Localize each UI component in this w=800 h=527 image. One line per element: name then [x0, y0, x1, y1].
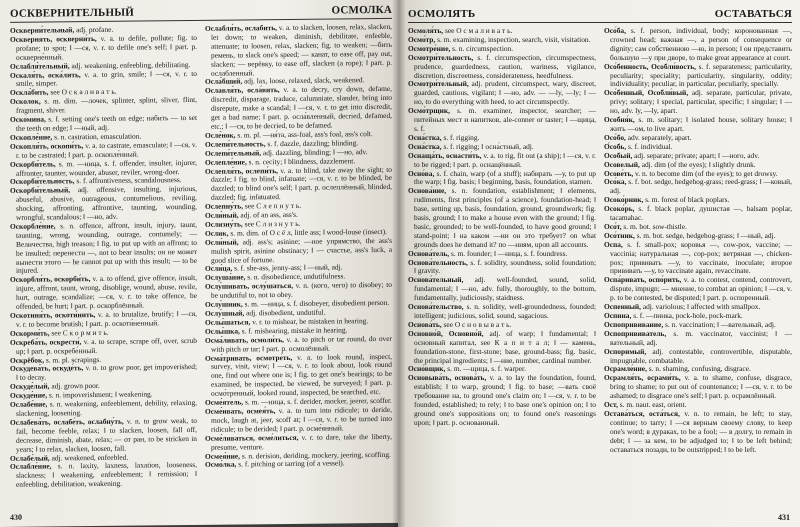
entry-headword: Осли́ца, [205, 264, 233, 274]
entry-definition: s. f. chain, warp (of a stuff); набирать —у, to put up the warp; ‖ fig. basis; ‖ beginning, basis, foundation, stamen. [414, 168, 596, 187]
left-header-left-word: ОСКВЕРНИТЕЛЬНЫЙ [10, 6, 135, 20]
entry-headword: Осо́ба, [604, 26, 626, 35]
entry-definition: adj. profane. [74, 24, 114, 35]
entry-definition: s. f. individual. [626, 141, 673, 151]
entry-definition: see О с к а л и в а т ь. [48, 87, 117, 97]
entry-definition: s. m. —ница, s. f. offender, insulter, injurer, affronter, taunter, wounder, abuser, reviler, wrong-doer. [16, 157, 197, 178]
left-page-header [10, 4, 392, 23]
entry-definition: see С л е п н у т ь. [243, 200, 302, 211]
entry-definition: v. a. to defile, pollute; fig. to profane; to spot; ‖ —ся, v. r. to defile one's self; ‖ part. p. оскверне́нный. [16, 32, 197, 62]
entry-definition: s. f. dazzle, dazzling; blinding. [265, 138, 359, 149]
entry-definition: s. n. disobedience, undutifulness. [245, 271, 346, 282]
entry-headword: Оскорми́ть, [10, 328, 50, 338]
entry-definition: s. f. mishearing, mistake in hearing. [239, 325, 348, 336]
entry-headword: Ослепля́ть, ослепи́ть, [205, 165, 278, 176]
dictionary-entry [604, 241, 792, 277]
entry-definition: s. f. bot. sedge, hedgehog-grass; reed-grass; ‖ —ковый, adj. [610, 177, 792, 196]
entry-definition: see С л и з н у т ь. [242, 218, 301, 229]
entry-definition: v. n. to remain, be left; to stay, continue; to tarry; ‖ —ся верным своему слову, to keep one's word; в дураках, to be a fool; — в долгу, to remain in debt; ‖ — за кем, to be adjudged to; ‖ to be left behind; оставаться позади, to be outstripped; ‖ to be left. [610, 408, 792, 454]
entry-headword: Оспоримый, [604, 346, 647, 356]
entry-definition: s. n. castration, emasculation. [52, 131, 142, 142]
entry-headword: Оскла́бить, [10, 87, 49, 98]
entry-headword: Оспа́ривать, оспо́рить, [604, 275, 682, 285]
entry-headword: Основа́тельство, [408, 302, 464, 312]
dictionary-entry [205, 85, 392, 131]
entry-definition: s. m. pl. scrapings. [44, 354, 102, 365]
entry-definition: v. r. to dare, take the liberty, presume, venture. [211, 431, 392, 452]
entry-definition: adj. separate; private; apart; ‖ —ного, adv. [632, 150, 760, 160]
dictionary-entry [10, 363, 197, 383]
dictionary-entry [408, 330, 596, 366]
entry-headword: Осмотри́тельный, [408, 79, 469, 89]
right-header-left-word: ОСМОЛЯТЬ [408, 8, 476, 20]
dictionary-entry [604, 410, 792, 455]
entry-definition: v. n. to grow poor, get impoverished; ‖ to decay. [16, 362, 197, 383]
entry-headword: Осме́ливаться, осме́литься, [205, 432, 299, 443]
entry-definition: s. m. vaccinator, vaccinist; ‖ —вательный, adj. [610, 328, 792, 347]
right-header-right-word: ОСТАВАТЬСЯ [714, 8, 792, 20]
dictionary-entry [408, 276, 596, 303]
right-page-column-1 [408, 27, 596, 455]
entry-definition: s. f. —пинка, pock-hole, pock-mark. [631, 311, 743, 320]
entry-definition: s. n. solidity, well-groundedness, founded; intelligent; judicious, solid, sound, sagacious. [414, 302, 596, 320]
entry-definition: s. f. person, individual, body; коронованная —, crowned head; важная —, a person of consequence or dignity; сам собственною —ю, in person; ‖ он представить большую —у при дворе, to make great appearance at court. [610, 26, 792, 62]
entry-definition: v. a. to slacken, loosen, relax, slacken, let down; to weaken, diminish, debilitate, enfeeble, attenuate; to loosen, relax, slacken; fig. to weaken; —бить ремень, to slack one's speed; — канат, to ease off, pay out, slacken; — верёвку, to ease off, slacken (a rope); ‖ part. p. ослабленный. [211, 21, 393, 78]
entry-headword: Оскаля́ть, оска́лить, [10, 69, 81, 80]
entry-definition: v. a. to shame, confuse, disgrace, bring to shame; to put out of countenance; ‖ —ся, v. r. to be ashamed; to disgrace one's self; ‖ part. p. осрамлённый. [610, 373, 792, 401]
entry-headword: Осовелый, [604, 159, 640, 169]
entry-headword: Основа́ние, [408, 186, 447, 196]
entry-definition: adj. weakened, enfeebled. [49, 452, 129, 462]
entry-definition: s. n. foundation, establishment; ‖ elements, rudiments, first principles (of a science), foundation-head; ‖ base, setting up, basis, foundation, ground, groundwork; fig. basis, ground; ‖ to make a house even with the ground; ‖ fig. basic, grounded; to be well-founded, to have good ground; ‖ stand-point; ‖ на каком —ии он это требует? on what grounds does he demand it? по —ниям, upon all accounts. [414, 186, 596, 249]
dictionary-entry [604, 63, 792, 90]
entry-definition: v. a. to grin, smile; ‖ —ся, v. r. to smile, simper. [16, 68, 197, 89]
entry-definition: see О с м а л и в а т ь. [443, 26, 513, 35]
entry-definition: adj. of an ass, ass's. [238, 209, 298, 220]
dictionary-entry [604, 348, 792, 366]
entry-definition: v. n. to grow weak, to fail, become feeble, relax; ‖ to slacken, loosen, fall off, decrease, diminish, abate, relax; — от ран, to be stricken in years; ‖ to relax, slacken, loosen, fall. [16, 415, 197, 454]
dictionary-entry [10, 461, 197, 490]
entry-headword: Ост, [604, 400, 618, 410]
entry-definition: v. a. to castrate, emasculate; ‖ —ся, v. r. to be castrated; ‖ part. p. оскопле́нный. [16, 139, 197, 160]
entry-definition: s. m. —щица, s. f. warper. [445, 364, 526, 374]
entry-headword: Основа́ть, [408, 319, 442, 329]
entry-definition: v. a. to brutalize, brutify; ‖ —ся, v. r. to become brutish; ‖ part. p. оскоти́ненный. [16, 308, 197, 329]
entry-headword: Осо́бенный, Особли́вый, [604, 88, 689, 98]
entry-definition: adj. lax, loose, relaxed, slack, weakened. [242, 75, 365, 86]
entry-headword: Осно́вщик, [408, 364, 446, 374]
entry-headword: Особня́к, [604, 115, 635, 125]
dictionary-entry [205, 459, 392, 470]
entry-headword: Осо́ка, [604, 177, 627, 187]
entry-headword: Осмо́тр, [408, 34, 436, 44]
entry-headword: Осме́ятель, [205, 397, 244, 407]
entry-headword: Осоко́рь, [604, 204, 635, 214]
entry-definition: s. n. cecity; ‖ blindness, dazzlement. [246, 155, 356, 167]
entry-definition: s. m. —ница, s. f. disobeyer, disobedient person. [242, 298, 390, 309]
entry-definition: s. m. dim. of О с ё л, little ass; ‖ wood-louse (insect). [228, 226, 388, 238]
entry-definition: adj. contestable, controvertible, disputable, impugnable, combatable. [610, 346, 792, 365]
entry-headword: Ослабе́лый, [10, 452, 50, 463]
dictionary-entry [205, 165, 392, 203]
entry-definition: s. n. shaming, confusing, disgrace. [646, 364, 751, 374]
entry-headword: Оспенный, [604, 302, 641, 312]
entry-headword: Оскрёбок, [10, 355, 45, 365]
dictionary-entry [408, 303, 596, 321]
entry-definition: s. m. examining, inspection, search, visit, visitation. [435, 34, 591, 44]
entry-headword: Осо́тник, [604, 230, 635, 240]
dictionary-entry [604, 89, 792, 116]
entry-headword: Ослуша́ние, [205, 272, 246, 283]
entry-headword: Остава́ться, оста́ться, [604, 408, 680, 418]
entry-definition: adj. disobedient, undutiful. [244, 307, 326, 318]
entry-definition: adj. dim (of the eyes); ‖ slightly drunk. [639, 159, 756, 169]
entry-headword: Осоко́рник, [604, 195, 644, 205]
entry-definition: adj. of warp; ‖ fundamental; ‖ основный капитал, see К а п и т а л; ‖ — камень, foundation-stone, first-stone; base, ground-bass; fig. basic, the principal ingredients; ‖ —ние, number, cardinal number. [414, 328, 597, 365]
entry-headword: Основно́й, Основно́й, [408, 328, 484, 338]
entry-headword: Осла́бший, [205, 76, 243, 87]
entry-definition: s. n. offence, affront, insult, injury, taunt, taunting, wrong, wounding, outrage, contumely; — Величества, high treason; ‖ fig. to put up with an affront; to be insulted; перенести —, not to bear insults; он не может вынести этого — he cannot put up with this insult; — to be injured. [16, 219, 197, 276]
entry-headword: Оснаща́ть, оснасти́ть, [408, 150, 482, 160]
entry-definition: s. f. rigging. [441, 132, 480, 142]
left-page [0, 0, 398, 527]
dictionary-entry [408, 374, 596, 427]
entry-headword: Оскверни́тельный, [10, 25, 75, 35]
entry-definition: s. m. examiner, inspector, searcher; — питейных мест и напитков, ale-conner or taster; ‖ —щица, s. f. [414, 106, 596, 133]
entry-headword: Оскорби́тель, [10, 159, 56, 169]
right-page-columns [408, 27, 792, 455]
entry-definition: s. f. pitching or tarring (of a vessel). [236, 458, 345, 469]
entry-definition: s. f. she-ass, jenny-ass; ‖ —ный, adj. [232, 262, 343, 274]
dictionary-entry [10, 274, 197, 312]
entry-definition: v. a. to blind, take away the sight; to dazzle; ‖ fig. to blind, infatuate; —ся, v. r. to be blinded, be dazzled; to blind one's self; ‖ part. p. ослеплённый, blinded, dazzled; fig. infatuated. [211, 164, 393, 203]
entry-headword: Осо́бенность, Особли́вость, [604, 61, 697, 71]
dictionary-entry [408, 54, 596, 81]
entry-definition: v. a. to turn into ridicule; to deride, mock, laugh at, jeer, scoff at; ‖ —ся, v. r. to be turned into ridicule; to be derided; ‖ part. p. осме́янный. [211, 404, 393, 434]
entry-headword: Ослу́шивать, ослу́шаться, [205, 281, 294, 292]
entry-headword: Осмея́ние, [205, 450, 240, 461]
entry-headword: Ослепи́тельный, [205, 147, 262, 158]
entry-definition: s. m. naut. east, orient. [617, 400, 687, 410]
dictionary-entry [408, 259, 596, 277]
entry-headword: Осо́т, [604, 221, 622, 231]
entry-definition: v. a. to contest, contend, controvert, dispute, impugn; — мнение, to combat an opinion; ‖ —ся, v. p. to be contested, be disputed; ‖ part. p. оспоренный. [610, 275, 793, 303]
entry-definition: adj. weakening, enfeebling, debilitating. [69, 59, 191, 70]
entry-headword: Ослабева́ть, ослабе́ть, ослабну́ть, [10, 416, 124, 427]
entry-headword: Осли́ный, [205, 210, 239, 220]
dictionary-entry [604, 27, 792, 63]
dictionary-entry [408, 152, 596, 170]
entry-definition: s. f. black poplar, душистая —, balsam poplar, tacamahac. [610, 204, 792, 223]
entry-headword: О́собь, [604, 141, 627, 151]
entry-definition: s. m. forest of black poplars. [643, 195, 730, 205]
entry-definition: s. n. circumspection. [450, 43, 514, 53]
entry-headword: Ославля́ть, осла́вить, [205, 85, 280, 96]
entry-definition: s. m. dim. —лочек, splinter, splint, sliver, flint, fragment, shiver. [16, 95, 197, 115]
entry-definition: s. f. circumspection, circumspectness, prudence, guardedness, caution, wariness, vigilance, discretion, discreetness, considerateness, heedfulness. [414, 52, 596, 80]
dictionary-entry [205, 237, 392, 266]
entry-headword: Осма́ливать, осмоли́ть, [205, 334, 284, 345]
entry-definition: adj. well-founded, sound, solid, fundamental; ‖ —но, adv. fully, thoroughly, to the bottom, fundamentally, judiciously, staidness. [414, 275, 596, 303]
right-page [398, 0, 800, 527]
entry-headword: Осле́нок, [205, 130, 236, 140]
entry-definition: adj. separate, particular, private, privy; solitary; ‖ special, particular, specific; ‖ singular; ‖ —но, adv. ly, —ly, apart. [610, 88, 792, 116]
entry-headword: Основа́тельность, [408, 257, 468, 267]
dictionary-entry [10, 417, 197, 455]
entry-definition: v. a. to rig, fit out (a ship); ‖ —ся, v. r. to be rigged; ‖ part. p. оснащённый. [414, 150, 596, 169]
entry-definition: adj. variolous; ‖ affected with smallpox. [640, 302, 761, 312]
dictionary-entry [205, 352, 392, 398]
entry-definition: adv. separately, apart. [625, 132, 692, 142]
entry-definition: v. a. to decry, cry down, defame, discredit, disparage, traduce, calumniate, slander, bring into disrepute, make a scandal; ‖ —ся, v. r. to get into discredit, get a bad name; ‖ part. p. осла́вленный, decried, defamed, etc.; ‖ —ся, to be decried, to be defamed. [211, 84, 392, 131]
right-page-number: 431 [778, 513, 790, 522]
dictionary-entry [10, 337, 197, 357]
entry-definition: s. m. pl. —ня́та, ass-foal, ass's foal, ass's colt. [235, 128, 373, 140]
entry-definition: s. f. rigging; ‖ осна́стный, adj. [441, 141, 534, 151]
entry-definition: s. m. bot. sedge, hedgehog-grass; ‖ —ный, adj. [634, 230, 776, 240]
entry-definition: v. a. to scrape, scrape off, over, scrub up; ‖ part. p. оскребе́нный. [16, 335, 198, 356]
entry-headword: Ослу́шный, [205, 308, 245, 318]
dictionary-entry [604, 276, 792, 303]
entry-definition: see О с н о в ы в а т ь. [441, 319, 512, 329]
entry-definition: s. n. laxity, laxness, laxation, looseness, slackness; ‖ weakening, enfeeblement; ‖ remission; ‖ enfeebling, debilitation, weakening. [16, 460, 197, 490]
entry-headword: Ослизну́ть, [205, 219, 243, 229]
entry-headword: Оскорбле́ние, [10, 221, 56, 231]
entry-headword: Оскомина, [10, 114, 46, 124]
entry-definition: s. m. bot. sow-thistle. [621, 221, 687, 231]
entry-definition: s. f. affrontiveness, scandalousness. [74, 175, 182, 186]
left-page-number: 430 [10, 512, 22, 522]
entry-definition: adj. offensive, insulting, injurious, abuseful, abusive, outrageous, contumelious, reviling, shocking, affronting, affrontive, taunting, wounding, wrongful, scandalous; ‖ —но, adv. [16, 184, 197, 222]
entry-definition: s. f. setting one's teeth on edge; набить — to set the teeth on edge; ‖ —ный, adj. [16, 112, 197, 133]
dictionary-entry [205, 23, 392, 78]
entry-definition: s. m. solitary; ‖ isolated house, solitary house; ‖ жить —ом, to live apart. [610, 115, 792, 133]
entry-headword: Ослабля́тельный, [10, 60, 70, 71]
entry-definition: v. a. to look round, inspect, survey, visit, view; ‖ —ся, v. r. to look about, look round one, find out where one is; ‖ fig. to get one's bearings; to be examined, be inspected, be viewed, be surveyed; ‖ part. p. осмо́тренный, looked round, inspected, be searched, etc. [211, 351, 392, 398]
entry-definition: s. m. founder; ‖ —ница, s. f. foundress. [449, 248, 568, 258]
entry-headword: Оскотиня́ть, оскоти́нить, [10, 310, 96, 320]
entry-headword: Оскуде́ние, [10, 390, 48, 401]
entry-headword: Ослабля́ть, ослабить, [205, 23, 277, 33]
entry-headword: Ослик, [205, 228, 229, 238]
entry-definition: s. n. impoverishment; ‖ weakening. [47, 389, 153, 400]
entry-headword: Ослу́шник, [205, 299, 243, 309]
entry-definition: s. f. solidity, soundness, solid foundation; ‖ gravity. [414, 257, 596, 276]
entry-headword: Осме́ивать, осмея́ть, [205, 406, 276, 416]
entry-headword: Осо́бо, [604, 132, 626, 142]
entry-headword: Оскорби́тельность, [10, 176, 75, 187]
entry-headword: Оскопля́ть, оскопи́ть, [10, 140, 84, 151]
entry-headword: Осмотре́ние, [408, 43, 451, 53]
entry-headword: Осма́тривать, осмотре́ть, [205, 352, 293, 363]
entry-definition: v. r. to mishear, be mistaken in hearing. [250, 316, 369, 327]
entry-definition: v. a. to offend, give offence, insult, injure, affront, taunt, wrong, disoblige, wound, abuse, revile, hurt, outrage, scandalize; —ся, v. r. to take offence, be offended, be hurt; ‖ part. p. оскорблённый. [16, 273, 197, 311]
entry-definition: s. f. small-pox; коровья —, cow-pox, vaccine; — vaccinia; натуральная —, сор-pox; ветряная —, chicken-pox; прививать —у, to vaccinate, inoculate; второе прививать —у, to vaccinate again, revaccinate. [610, 239, 792, 276]
entry-headword: Особый, [604, 150, 633, 160]
entry-headword: Оскуде́лый, [10, 381, 50, 392]
left-page-columns [10, 23, 392, 490]
right-page-header [408, 8, 792, 23]
dictionary-entry [408, 187, 596, 249]
entry-headword: Осмотри́тельность, [408, 52, 474, 62]
dictionary-entry [205, 406, 392, 435]
dictionary-entry [604, 178, 792, 196]
entry-headword: Ослепну́ть, [205, 201, 244, 211]
entry-headword: Ослепле́ние, [205, 157, 247, 167]
entry-headword: Осмо́трщик, [408, 106, 450, 116]
entry-definition: adj. dazzling, blinding; ‖ —но, adv. [261, 146, 368, 157]
entry-headword: Оскорбля́ть, оскорби́ть, [10, 274, 91, 285]
entry-headword: Осквернять, оскверни́ть, [10, 33, 97, 44]
entry-headword: Оспопрививание, [604, 319, 664, 329]
entry-headword: Ослы́шка, [205, 326, 240, 336]
entry-headword: Оскудева́ть, оскуде́ть, [10, 363, 84, 374]
entry-definition: v. a. to lay the foundation, found, establish; ‖ to warp, ground; ‖ fig. to base; —вать своё требование на, to ground one's claim on; ‖ —ся, v. r. to be founded, established; to rely; ‖ to base one's opinion on; ‖ to ground one's suppositions on; to found one's reasonings upon; ‖ part. p. основанный. [414, 373, 597, 427]
entry-definition: s. n. vaccination; ‖ —вательный, adj. [663, 319, 776, 329]
entry-definition: s. f. separateness; particularity, peculiarity; speciality; particularity, singularity, oddity; individuality; peculiar, in particular, peculiarly, specially. [610, 61, 792, 89]
entry-definition: s. n. derision, deriding, mockery, jeering, scoffing. [240, 449, 391, 460]
entry-headword: Ослепи́тельность, [205, 139, 266, 149]
entry-headword: Ослабле́ние, [10, 461, 52, 472]
entry-definition: adj. grown poor. [49, 381, 100, 391]
entry-headword: Осмоля́ть, [408, 26, 444, 35]
dictionary-entry [604, 330, 792, 348]
left-page-column-2 [205, 23, 392, 488]
dictionary-entry [408, 107, 596, 134]
entry-headword: Оскорби́тельный, [10, 185, 71, 196]
entry-headword: Осли́ный, [205, 237, 239, 247]
entry-headword: Оскопле́ние, [10, 132, 53, 142]
dictionary-entry [604, 116, 792, 134]
entry-headword: Оспа, [604, 239, 623, 249]
entry-definition: s. n. weakening, enfeeblement, debility, relaxing, slackening, loosening. [16, 397, 197, 418]
entry-headword: Осна́стка, [408, 132, 442, 142]
dictionary-entry [10, 221, 197, 276]
dictionary-entry [604, 374, 792, 401]
entry-headword: Осна́стка, [408, 141, 442, 151]
entry-definition: s. m. —ница, s. f. derider, mocker, jeerer, scoffer. [243, 395, 392, 407]
entry-headword: Осколок, [10, 96, 41, 107]
dictionary-entry [10, 34, 197, 63]
left-page-column-1 [10, 25, 197, 490]
entry-definition: see С к о р м и т ь. [49, 327, 109, 338]
entry-headword: Оскреба́ть, оскрести́, [10, 336, 82, 347]
entry-headword: Оспопрививатель, [604, 328, 667, 338]
entry-headword: Осове́ть, [604, 168, 634, 178]
entry-definition: v. a. to pitch or tar round, do over with pitch or tar; ‖ part. p. осмолённый. [211, 333, 392, 354]
entry-headword: Ослы́шаться, [205, 317, 251, 327]
entry-headword: Ослабе́ние, [10, 399, 48, 409]
entry-headword: Основыва́ть, основа́ть, [408, 373, 487, 383]
entry-headword: Оспина, [604, 311, 632, 320]
entry-definition: v. n. (кого, чего) to disobey; to be undutiful to, not to obey. [211, 280, 393, 300]
entry-headword: Основа́тель, [408, 248, 450, 258]
left-header-right-word: ОСМОЛКА [331, 3, 392, 17]
dictionary-entry [408, 170, 596, 188]
entry-definition: adj. ass's; asinine; —ное упрямство, the ass's mulish spirit, asinine obstinacy; ‖ — счастье, ass's luck, a good slice of fortune. [211, 235, 392, 265]
entry-headword: Осмо́лка, [205, 459, 237, 470]
entry-headword: Осно́ва, [408, 168, 435, 178]
dictionary-entry [10, 185, 197, 223]
right-page-column-2 [604, 27, 792, 455]
dictionary-entry [408, 80, 596, 107]
dictionary-entry [604, 205, 792, 223]
entry-definition: v. n. to become dim (of the eyes); to get drowsy. [633, 168, 778, 178]
entry-headword: Основа́тельный, [408, 275, 464, 285]
entry-headword: Осрамля́ть, осрами́ть, [604, 373, 681, 383]
entry-headword: Осрамле́ние, [604, 364, 647, 374]
entry-definition: adj. prudent, circumspect, wary, discreet, guarded, cautious, vigilant; ‖ —но, adv. — —ly, —ly; ‖ —но, to do everything with heed, to act circumspectly. [414, 79, 596, 107]
